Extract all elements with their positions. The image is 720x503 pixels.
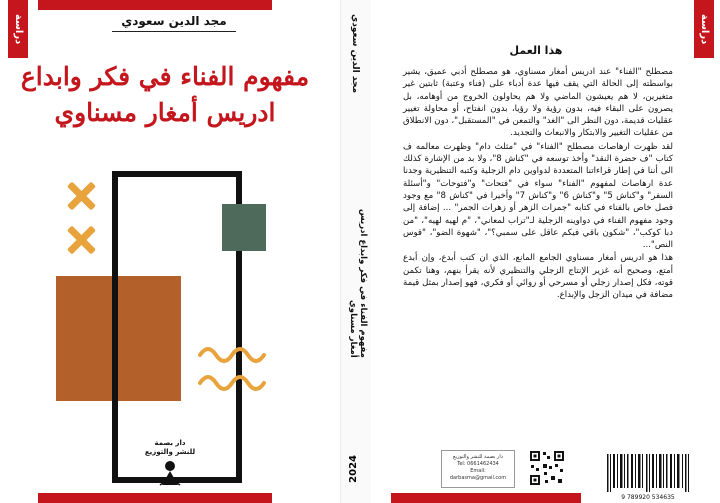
wave-lines (198, 343, 270, 413)
cross-shape (66, 181, 96, 211)
spine-year: 2024 (348, 455, 359, 483)
publisher-name: دار بصمة للنشر والتوزيع (144, 439, 196, 456)
publisher-imprint-box: دار بصمة للنشر والتوزيع Tel: 0661462434 Email: darbasma@gmail.com (441, 450, 515, 488)
bottom-red-bar-back (391, 493, 581, 503)
book-title-line-1: مفهوم الفناء في فكر وابداع (20, 62, 310, 91)
blurb-text (403, 66, 673, 303)
cross-shape (66, 225, 96, 255)
blurb-paragraph: مصطلح "الفناء" عند ادريس أمغار مسناوي، هو مصطلح أدبي عميق، يشير بواسطته إلى الحالة التي يقف فيها عدة أدباء على (فناء وعتبة) ثابتين غير متغيرين، لا هم يعيشون الماضي ولا هم يحاولون الخروج من أوهامه، بل يصرون على البقاء فيه، بدون رؤية ولا رؤيا، بدون انفتاح، أو محاولة تغيير عقليات قديمة، دون النظر الى "الغد" والتمعن في "المستقبل"، دون الانطلاق من عقليات التغيير والابتكار والانبعاث والتجديد. (403, 67, 673, 139)
publisher-emblem-icon (158, 459, 182, 487)
back-cover (371, 0, 720, 503)
blurb-heading: هذا العمل (509, 44, 563, 57)
green-square (222, 204, 266, 251)
blurb-paragraph: هذا هو ادريس أمغار مسناوي الجامع المانع، الذي ان كتب أبدع، وإن أبدع أمتع، وصحيح أنه غزير الإنتاج الزجلي والتنظيري لأنه يقرأ بنهم، وهنا تكمن قوته، فكل إصدار زجلي أو مسرحي أو روائي أو فكري، فهو إصدار بمثل قيمة مضافة في ميدان الزجل والإبداع. (403, 253, 673, 301)
spine-title: مفهوم الفناء في فكر وابداع ادريس أمغار مسناوي (348, 209, 368, 358)
barcode-icon (603, 452, 693, 494)
bottom-red-bar (38, 493, 272, 503)
genre-tag: دراسة (8, 0, 28, 58)
publisher-logo (140, 439, 200, 491)
spine-author: مجد الدين سعودي (350, 14, 360, 94)
genre-tag-back: دراسة (694, 0, 714, 58)
front-cover (0, 0, 340, 503)
blurb-paragraph: لقد ظهرت ارهاصات مصطلح "الفناء" في "مثلث دام" وظهرت معالمه ف كتاب "ف حضرة النقد" وأخذ توسعه في "كناش 8"، ولا بد من الإشارة كذلك الى أننا في إطار قراءاتنا المتعددة لدواوين دام الزجلية وكتبه التنظيرية وجدنا عدة ارهاصات لمفهوم "الفناء" سواء في "فتحات" و"فتوحات" و"أسئلة السفر" و"كناش 5" و"كناش 6" و"كناش 7" وأخيرا في "كناش 8" مع وجود فصل خاص بالفناء في كتابه "جمرات الزهر أو زهرات الجمر" ... إضافة إلى وجود مفهوم الفناء في دواوينه الزجلية لـ"تراب لمعاني"، "م لهيه لهيه"، "من دبا كوكب"، "شكون باقي فيكم عاقل على سمبي؟"، "شهوة الضو"، "قوس النص"... (403, 141, 674, 251)
isbn-number: 9 789920 534635 (621, 494, 675, 501)
author-name: مجد الدين سعودي (112, 14, 236, 32)
top-red-bar (38, 0, 272, 10)
qr-code-icon (529, 450, 565, 486)
spine (340, 0, 372, 503)
book-title-line-2: ادريس أمغار مسناوي (54, 98, 276, 127)
